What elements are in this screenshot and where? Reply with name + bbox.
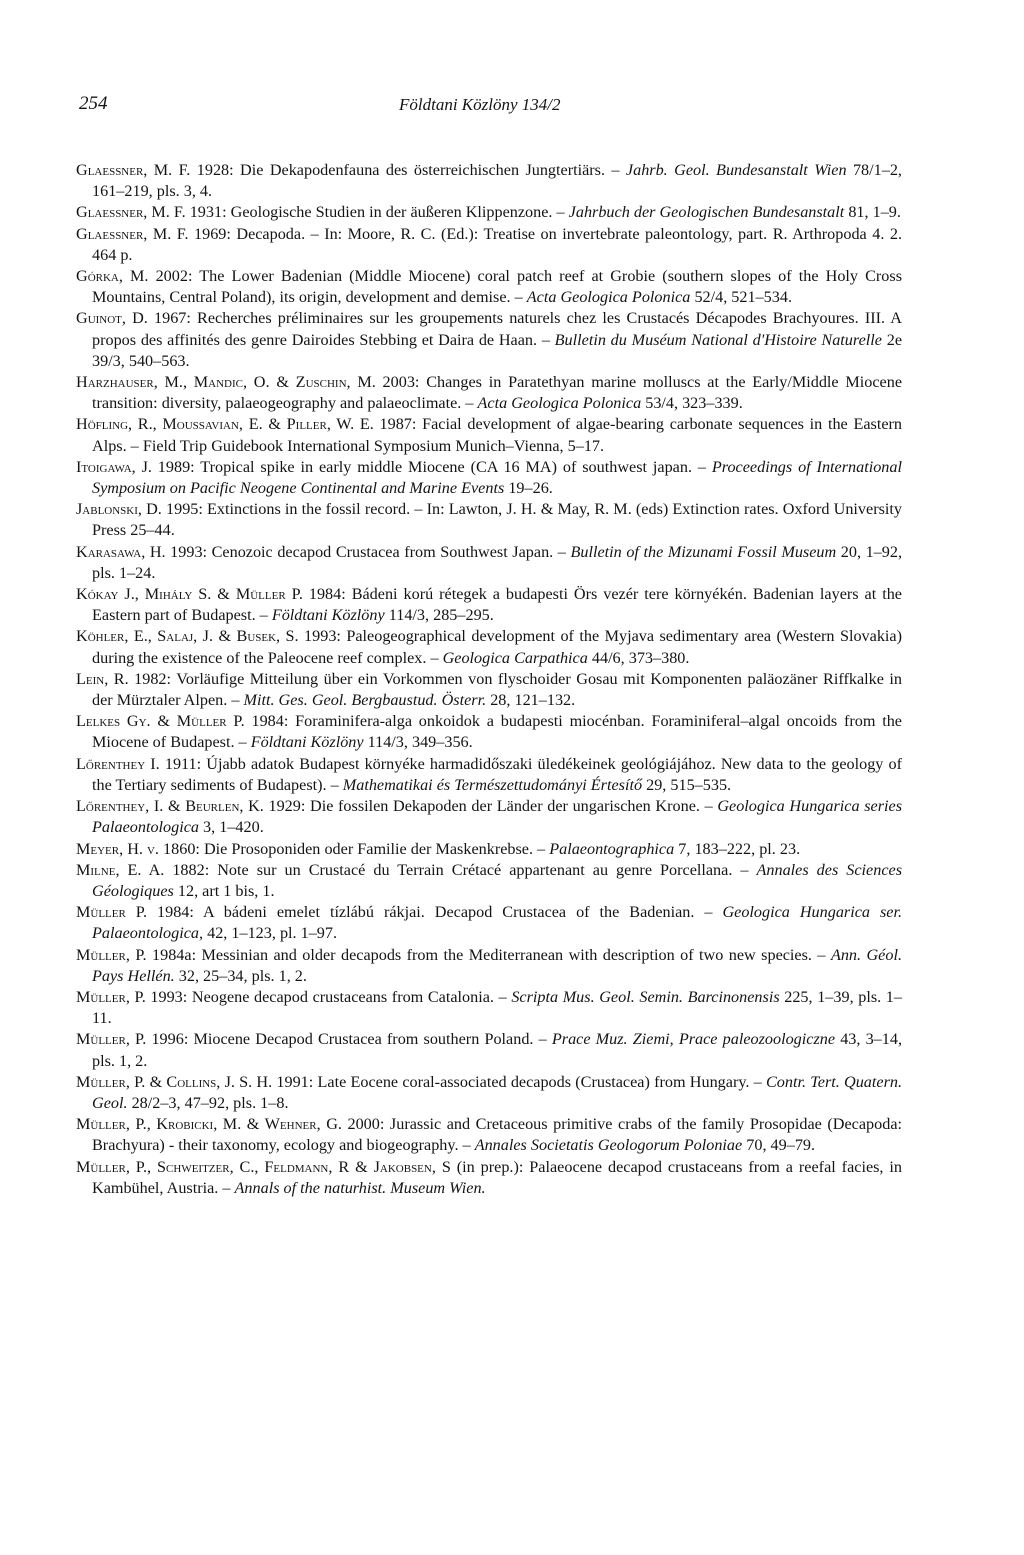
- reference-body: 1882: Note sur un Crustacé du Terrain Crétacé appartenant au genre Porcellana. –: [164, 860, 757, 879]
- running-header: [79, 93, 949, 119]
- reference-tail: 53/4, 323–339.: [641, 394, 743, 413]
- reference-body: 1929: Die fossilen Dekapoden der Länder der ungarischen Krone. –: [263, 797, 718, 816]
- reference-tail: 32, 25–34, pls. 1, 2.: [174, 966, 307, 985]
- reference-venue: Annales des Sciences Géologiques: [92, 860, 903, 900]
- reference-venue: Jahrb. Geol. Bundesanstalt Wien: [625, 161, 847, 179]
- reference-entry: [76, 1072, 902, 1114]
- reference-tail: 81, 1–9.: [844, 203, 901, 222]
- reference-venue: Palaeontographica: [549, 839, 675, 858]
- reference-authors: Jablonski, D.: [76, 500, 162, 519]
- reference-entry: [76, 860, 902, 902]
- reference-venue: Contr. Tert. Quatern. Geol.: [92, 1072, 903, 1112]
- page-number: 254: [79, 93, 108, 114]
- reference-authors: Glaessner, M. F.: [76, 161, 191, 179]
- reference-venue: Annals of the naturhist. Museum Wien.: [234, 1178, 486, 1197]
- reference-tail: 3, 1–420.: [199, 818, 264, 837]
- reference-entry: [76, 711, 902, 753]
- reference-entry: [76, 202, 902, 223]
- reference-venue: Scripta Mus. Geol. Semin. Barcinonensis: [511, 987, 780, 1006]
- reference-venue: Mathematikai és Természettudományi Értesítő: [342, 775, 643, 794]
- reference-body: 1928: Die Dekapodenfauna des österreichischen Jungtertiärs. –: [190, 161, 626, 179]
- reference-venue: Prace Muz. Ziemi, Prace paleozoologiczne: [551, 1030, 836, 1049]
- reference-tail: 52/4, 521–534.: [690, 288, 793, 307]
- reference-authors: Müller, P.: [76, 1030, 147, 1049]
- reference-venue: Bulletin du Muséum National d'Histoire Naturelle: [554, 330, 882, 349]
- reference-entry: [76, 1029, 902, 1071]
- reference-tail: 114/3, 285–295.: [384, 606, 494, 625]
- reference-body: 1993: Paleogeographical development of the Myjava sedimentary area (Western Slovakia) during the existence of the Paleocene reef complex. –: [92, 627, 902, 667]
- reference-body: 1996: Miocene Decapod Crustacea from southern Poland. –: [146, 1030, 552, 1049]
- reference-entry: [76, 796, 902, 838]
- reference-body: 1984a: Messinian and older decapods from the Mediterranean with description of two new species. –: [146, 945, 831, 964]
- reference-entry: [76, 1114, 902, 1156]
- reference-entry: [76, 839, 902, 860]
- reference-authors: Kókay J., Mihály S. & Müller P.: [76, 585, 303, 604]
- reference-body: 1982: Vorläufige Mitteilung über ein Vorkommen von flyschoider Gosau mit Komponenten paläozäner Riffkalke in der Mürztaler Alpen. –: [92, 669, 903, 710]
- reference-entry: [76, 372, 902, 414]
- reference-tail: 29, 515–535.: [642, 775, 732, 794]
- reference-entry: [76, 584, 902, 626]
- reference-authors: Meyer, H. v.: [76, 839, 159, 858]
- reference-tail: 114/3, 349–356.: [363, 733, 473, 752]
- reference-authors: Glaessner, M. F.: [76, 203, 186, 222]
- reference-venue: Földtani Közlöny: [250, 733, 364, 752]
- reference-authors: Müller P.: [76, 903, 148, 922]
- reference-authors: Müller, P.: [76, 945, 147, 964]
- reference-list: [76, 160, 902, 1199]
- reference-authors: Milne, E. A.: [76, 860, 165, 879]
- reference-entry: [76, 160, 902, 202]
- reference-tail: 20, 1–92, pls. 1–24.: [92, 542, 903, 582]
- reference-authors: Müller, P., Krobicki, M. & Wehner, G.: [76, 1115, 342, 1134]
- reference-tail: 2e 39/3, 540–563.: [92, 330, 903, 370]
- reference-authors: Müller, P., Schweitzer, C., Feldmann, R & Jakobsen, S: [76, 1157, 451, 1176]
- reference-entry: [76, 414, 902, 456]
- reference-entry: [76, 224, 902, 266]
- reference-venue: Bulletin of the Mizunami Fossil Museum: [570, 542, 837, 561]
- reference-tail: 70, 49–79.: [742, 1136, 816, 1155]
- reference-venue: Földtani Közlöny: [271, 606, 385, 625]
- reference-entry: [76, 945, 902, 987]
- reference-entry: [76, 626, 902, 668]
- reference-tail: 12, art 1 bis, 1.: [173, 881, 275, 900]
- reference-tail: 7, 183–222, pl. 23.: [674, 839, 801, 858]
- reference-venue: Acta Geologica Polonica: [526, 288, 691, 307]
- reference-venue: Geologica Carpathica: [442, 648, 588, 667]
- reference-body: 1860: Die Prosoponiden oder Familie der Maskenkrebse. –: [158, 839, 550, 858]
- reference-tail: 42, 1–123, pl. 1–97.: [203, 924, 338, 943]
- reference-tail: 28, 121–132.: [486, 691, 576, 710]
- reference-entry: [76, 1157, 902, 1199]
- reference-body: 1991: Late Eocene coral-associated decapods (Crustacea) from Hungary. –: [272, 1072, 766, 1091]
- reference-body: 2003: Changes in Paratethyan marine molluscs at the Early/Middle Miocene transition: diversity, palaeogeography and palaeoclimate. –: [92, 373, 902, 413]
- reference-authors: Glaessner, M. F.: [76, 224, 189, 243]
- reference-authors: Müller, P. & Collins, J. S. H.: [76, 1072, 273, 1091]
- reference-authors: Lein, R.: [76, 669, 129, 688]
- reference-body: 1969: Decapoda. – In: Moore, R. C. (Ed.): Treatise on invertebrate paleontology, part. R. Arthropoda 4. 2. 464 p.: [92, 224, 902, 264]
- reference-entry: [76, 457, 902, 499]
- reference-venue: Ann. Géol. Pays Hellén.: [92, 945, 903, 985]
- reference-tail: 28/2–3, 47–92, pls. 1–8.: [127, 1093, 289, 1112]
- reference-entry: [76, 542, 902, 584]
- reference-body: 1967: Recherches préliminaires sur les groupements naturels chez les Crustacés Décapodes Brachyoures. III. A propos des affinités des genre Dairoides Stebbing et Daira de Haan. –: [92, 309, 902, 349]
- reference-authors: Lőrenthey I.: [76, 754, 160, 773]
- reference-authors: Müller, P.: [76, 987, 146, 1006]
- journal-title: Földtani Közlöny 134/2: [399, 95, 561, 114]
- reference-entry: [76, 987, 902, 1029]
- reference-body: 1989: Tropical spike in early middle Miocene (CA 16 MA) of southwest japan. –: [151, 457, 712, 476]
- reference-authors: Guinot, D.: [76, 309, 148, 328]
- reference-body: 1993: Neogene decapod crustaceans from Catalonia. –: [145, 987, 512, 1006]
- reference-entry: [76, 266, 902, 308]
- reference-venue: Jahrbuch der Geologischen Bundesanstalt: [568, 203, 845, 222]
- reference-entry: [76, 754, 902, 796]
- reference-authors: Itoigawa, J.: [76, 457, 152, 476]
- reference-authors: Karasawa, H.: [76, 542, 166, 561]
- reference-authors: Lőrenthey, I. & Beurlen, K.: [76, 797, 264, 816]
- reference-body: 1984: Foraminifera-alga onkoidok a budapesti miocénban. Foraminiferal–algal oncoids from the Miocene of Budapest. –: [92, 712, 902, 752]
- reference-authors: Lelkes Gy. & Müller P.: [76, 712, 245, 731]
- reference-entry: [76, 499, 902, 541]
- reference-entry: [76, 308, 902, 372]
- reference-authors: Harzhauser, M., Mandic, O. & Zuschin, M.: [76, 373, 376, 392]
- reference-body: 1984: A bádeni emelet tízlábú rákjai. Decapod Crustacea of the Badenian. –: [147, 903, 723, 922]
- reference-body: 1911: Újabb adatok Budapest környéke harmadidőszaki üledékeinek geológiájához. New data to the geology of the Tertiary sediments of Budapest). –: [92, 754, 902, 794]
- reference-body: 2000: Jurassic and Cretaceous primitive crabs of the family Prosopidae (Decapoda: Brachyura) - their taxonomy, ecology and biogeography. –: [92, 1115, 902, 1155]
- reference-venue: Proceedings of International Symposium on Pacific Neogene Continental and Marine Events: [92, 457, 902, 498]
- reference-tail: 78/1–2, 161–219, pls. 3, 4.: [92, 161, 902, 201]
- reference-tail: 44/6, 373–380.: [587, 648, 690, 667]
- reference-entry: [76, 669, 902, 711]
- reference-body: 1987: Facial development of algae-bearing carbonate sequences in the Eastern Alps. – Field Trip Guidebook International Symposium Munich–Vienna, 5–17.: [92, 415, 903, 455]
- reference-venue: Geologica Hungarica ser. Palaeontologica,: [92, 903, 902, 943]
- reference-entry: [76, 902, 902, 944]
- reference-body: 2002: The Lower Badenian (Middle Miocene) coral patch reef at Grobie (southern slopes of the Holy Cross Mountains, Central Poland), its origin, development and demise. –: [92, 267, 902, 307]
- reference-body: (in prep.): Palaeocene decapod crustaceans from a reefal facies, in Kambühel, Austria. –: [92, 1157, 902, 1197]
- reference-venue: Mitt. Ges. Geol. Bergbaustud. Österr.: [243, 691, 487, 710]
- reference-body: 1984: Bádeni korú rétegek a budapesti Örs vezér tere környékén. Badenian layers at the Eastern part of Budapest. –: [92, 585, 902, 625]
- reference-body: 1993: Cenozoic decapod Crustacea from Southwest Japan. –: [165, 542, 571, 561]
- reference-body: 1931: Geologische Studien in der äußeren Klippenzone. –: [185, 203, 569, 222]
- reference-venue: Annales Societatis Geologorum Poloniae: [474, 1136, 743, 1155]
- reference-tail: 19–26.: [504, 479, 553, 498]
- reference-venue: Geologica Hungarica series Palaeontologica: [92, 797, 902, 837]
- reference-venue: Acta Geologica Polonica: [477, 394, 642, 413]
- reference-authors: Górka, M.: [76, 267, 149, 286]
- reference-tail: 43, 3–14, pls. 1, 2.: [92, 1030, 903, 1070]
- reference-tail: 225, 1–39, pls. 1–11.: [92, 987, 902, 1028]
- reference-authors: Köhler, E., Salaj, J. & Busek, S.: [76, 627, 299, 646]
- reference-authors: Höfling, R., Moussavian, E. & Piller, W. E.: [76, 415, 374, 434]
- reference-body: 1995: Extinctions in the fossil record. – In: Lawton, J. H. & May, R. M. (eds) Extinction rates. Oxford University Press 25–44.: [92, 500, 902, 540]
